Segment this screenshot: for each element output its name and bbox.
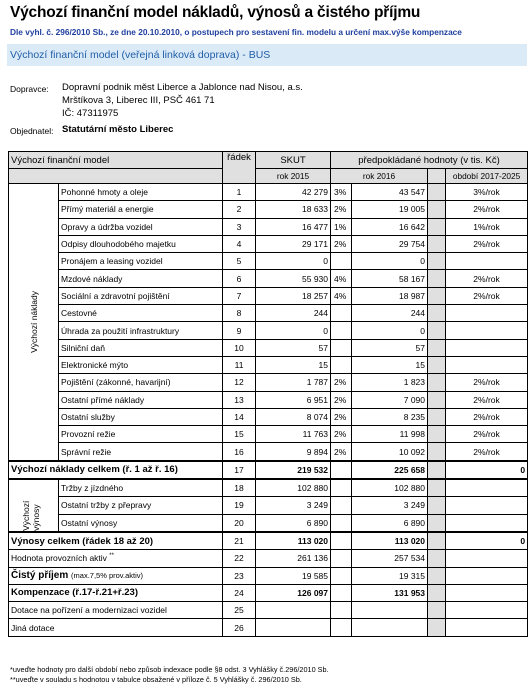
value-2016: 43 547 xyxy=(352,184,428,201)
value-2015: 9 894 xyxy=(256,443,331,461)
value-2015: 6 951 xyxy=(256,391,331,408)
value-2016: 19 005 xyxy=(352,201,428,218)
growth-2016: 2% xyxy=(331,374,352,391)
growth-period xyxy=(446,339,528,356)
page-subtitle: Dle vyhl. č. 296/2010 Sb., ze dne 20.10.2010, o postupech pro sestavení fin. modelu a určení max.výše kompenzace xyxy=(10,27,462,37)
other-subsidy-row xyxy=(9,619,528,636)
row-number: 19 xyxy=(223,497,256,514)
value-2016: 0 xyxy=(352,322,428,339)
operating-assets-row-label xyxy=(9,550,223,567)
row-number: 24 xyxy=(223,584,256,601)
value-2016: 57 xyxy=(352,339,428,356)
growth-2016: 2% xyxy=(331,443,352,461)
growth-2016 xyxy=(331,339,352,356)
value-2015 xyxy=(256,619,331,636)
row-label: Ostatní výnosy xyxy=(59,514,223,532)
row-label: Úhrada za použití infrastruktury xyxy=(59,322,223,339)
row-label: Silniční daň xyxy=(59,339,223,356)
value-2015: 11 763 xyxy=(256,426,331,443)
growth-2016 xyxy=(331,305,352,322)
growth-period xyxy=(446,305,528,322)
spacer-cell xyxy=(428,584,446,601)
carrier-name: Dopravní podnik měst Liberce a Jablonce nad Nisou, a.s. xyxy=(62,82,303,93)
growth-period: 0 xyxy=(446,532,528,550)
row-number: 5 xyxy=(223,253,256,270)
value-2016: 11 998 xyxy=(352,426,428,443)
growth-period: 2%/rok xyxy=(446,201,528,218)
value-2015: 219 532 xyxy=(256,461,331,479)
row-number: 1 xyxy=(223,184,256,201)
spacer-cell xyxy=(428,287,446,304)
row-label: Cestovné xyxy=(59,305,223,322)
row-label: Ostatní tržby z přepravy xyxy=(59,497,223,514)
growth-period xyxy=(446,514,528,532)
row-number: 8 xyxy=(223,305,256,322)
value-2016: 6 890 xyxy=(352,514,428,532)
spacer-cell xyxy=(428,619,446,636)
spacer-cell xyxy=(428,356,446,373)
growth-2016 xyxy=(331,584,352,601)
table-row xyxy=(9,184,528,201)
growth-period xyxy=(446,497,528,514)
cost-group-label: Výchozí náklady xyxy=(28,290,39,353)
row-number: 25 xyxy=(223,602,256,619)
growth-2016 xyxy=(331,567,352,584)
row-number: 12 xyxy=(223,374,256,391)
growth-2016 xyxy=(331,479,352,497)
table-row xyxy=(9,514,528,532)
row-label: Mzdové náklady xyxy=(59,270,223,287)
row-number: 7 xyxy=(223,287,256,304)
header-model: Výchozí finanční model xyxy=(9,152,223,169)
row-number: 3 xyxy=(223,218,256,235)
table-row xyxy=(9,497,528,514)
growth-period: 2%/rok xyxy=(446,287,528,304)
row-number: 4 xyxy=(223,235,256,252)
carrier-label: Dopravce: xyxy=(10,84,49,94)
value-2015: 55 930 xyxy=(256,270,331,287)
growth-2016 xyxy=(331,514,352,532)
row-number: 13 xyxy=(223,391,256,408)
value-2015: 3 249 xyxy=(256,497,331,514)
value-2016: 29 754 xyxy=(352,235,428,252)
footnote-1: *uveďte hodnoty pro další období nebo způsob indexace podle §8 odst. 3 Vyhlášky č.296/2010 Sb. xyxy=(10,665,329,674)
growth-period: 2%/rok xyxy=(446,443,528,461)
cost-total-row xyxy=(9,461,528,479)
row-number: 9 xyxy=(223,322,256,339)
spacer-cell xyxy=(428,514,446,532)
growth-period: 2%/rok xyxy=(446,270,528,287)
revenue-group-cell xyxy=(9,479,59,532)
value-2015: 261 136 xyxy=(256,550,331,567)
spacer-cell xyxy=(428,461,446,479)
value-2016: 10 092 xyxy=(352,443,428,461)
row-label: Ostatní přímé náklady xyxy=(59,391,223,408)
financial-table xyxy=(8,151,528,637)
table-row xyxy=(9,356,528,373)
row-number: 2 xyxy=(223,201,256,218)
vehicle-subsidy-row xyxy=(9,602,528,619)
row-label: Přímý materiál a energie xyxy=(59,201,223,218)
row-number: 20 xyxy=(223,514,256,532)
net-income-row xyxy=(9,567,528,584)
value-2015: 16 477 xyxy=(256,218,331,235)
value-2016: 257 534 xyxy=(352,550,428,567)
value-2015: 113 020 xyxy=(256,532,331,550)
value-2015: 15 xyxy=(256,356,331,373)
row-label: Opravy a údržba vozidel xyxy=(59,218,223,235)
spacer-cell xyxy=(428,270,446,287)
header-pred: předpokládané hodnoty (v tis. Kč) xyxy=(331,152,528,169)
row-label: Elektronické mýto xyxy=(59,356,223,373)
value-2015: 19 585 xyxy=(256,567,331,584)
value-2016: 131 953 xyxy=(352,584,428,601)
growth-period: 2%/rok xyxy=(446,426,528,443)
growth-2016: 3% xyxy=(331,184,352,201)
growth-period xyxy=(446,479,528,497)
spacer-cell xyxy=(428,218,446,235)
table-row xyxy=(9,201,528,218)
value-2016: 113 020 xyxy=(352,532,428,550)
value-2016: 225 658 xyxy=(352,461,428,479)
growth-period xyxy=(446,322,528,339)
spacer-cell xyxy=(428,374,446,391)
value-2016: 244 xyxy=(352,305,428,322)
row-label: Provozní režie xyxy=(59,426,223,443)
row-number: 10 xyxy=(223,339,256,356)
row-label: Pohonné hmoty a oleje xyxy=(59,184,223,201)
footnote-2: **uveďte v souladu s hodnotou v tabulce obsažené v příloze č. 5 Vyhlášky č. 296/2010 Sb. xyxy=(10,675,302,684)
growth-2016 xyxy=(331,602,352,619)
spacer-cell xyxy=(428,567,446,584)
value-2016: 58 167 xyxy=(352,270,428,287)
header-gap xyxy=(428,169,446,184)
table-row xyxy=(9,426,528,443)
table-row xyxy=(9,479,528,497)
table-row xyxy=(9,270,528,287)
client-name: Statutární město Liberec xyxy=(62,124,174,135)
operating-assets-row-footnote-mark: ** xyxy=(109,553,114,560)
growth-period: 1%/rok xyxy=(446,218,528,235)
client-label: Objednatel: xyxy=(10,126,54,136)
spacer-cell xyxy=(428,497,446,514)
growth-period: 2%/rok xyxy=(446,391,528,408)
header-obdobi: období 2017-2025 xyxy=(446,169,528,184)
table-row xyxy=(9,253,528,270)
spacer-cell xyxy=(428,550,446,567)
row-number: 6 xyxy=(223,270,256,287)
carrier-address: Mrštíkova 3, Liberec III, PSČ 461 71 xyxy=(62,95,215,106)
value-2016: 102 880 xyxy=(352,479,428,497)
value-2015 xyxy=(256,602,331,619)
growth-2016 xyxy=(331,461,352,479)
table-row xyxy=(9,322,528,339)
value-2016 xyxy=(352,619,428,636)
table-row xyxy=(9,408,528,425)
header-skut: SKUT xyxy=(256,152,331,169)
table-row xyxy=(9,391,528,408)
growth-2016: 2% xyxy=(331,391,352,408)
row-label: Sociální a zdravotní pojištění xyxy=(59,287,223,304)
growth-period: 2%/rok xyxy=(446,235,528,252)
operating-assets-row xyxy=(9,550,528,567)
table-row xyxy=(9,374,528,391)
spacer-cell xyxy=(428,443,446,461)
revenue-total-row xyxy=(9,532,528,550)
growth-period xyxy=(446,602,528,619)
net-income-row-label-text: Čistý příjem xyxy=(11,570,69,582)
header-rok2016: rok 2016 xyxy=(331,169,428,184)
spacer-cell xyxy=(428,426,446,443)
growth-2016: 1% xyxy=(331,218,352,235)
header-blank xyxy=(9,169,223,184)
growth-2016: 2% xyxy=(331,201,352,218)
value-2016: 3 249 xyxy=(352,497,428,514)
growth-2016: 2% xyxy=(331,235,352,252)
value-2016: 16 642 xyxy=(352,218,428,235)
compensation-row xyxy=(9,584,528,601)
vehicle-subsidy-row-label-text: Dotace na pořízení a modernizaci vozidel xyxy=(11,605,167,616)
row-label: Správní režie xyxy=(59,443,223,461)
value-2015: 18 633 xyxy=(256,201,331,218)
value-2015: 244 xyxy=(256,305,331,322)
value-2015: 0 xyxy=(256,253,331,270)
table-row xyxy=(9,339,528,356)
growth-period xyxy=(446,550,528,567)
value-2016: 8 235 xyxy=(352,408,428,425)
growth-2016 xyxy=(331,532,352,550)
cost-group-cell xyxy=(9,184,59,461)
net-income-row-label xyxy=(9,567,223,584)
other-subsidy-row-label-text: Jiná dotace xyxy=(11,622,55,633)
revenue-total-row-label: Výnosy celkem (řádek 18 až 20) xyxy=(9,532,223,550)
value-2016: 15 xyxy=(352,356,428,373)
growth-2016: 4% xyxy=(331,270,352,287)
table-row xyxy=(9,235,528,252)
spacer-cell xyxy=(428,184,446,201)
growth-2016: 2% xyxy=(331,408,352,425)
growth-period: 0 xyxy=(446,461,528,479)
spacer-cell xyxy=(428,305,446,322)
row-label: Pronájem a leasing vozidel xyxy=(59,253,223,270)
spacer-cell xyxy=(428,479,446,497)
growth-period xyxy=(446,567,528,584)
value-2015: 102 880 xyxy=(256,479,331,497)
compensation-row-label xyxy=(9,584,223,601)
spacer-cell xyxy=(428,322,446,339)
row-label: Pojištění (zákonné, havarijní) xyxy=(59,374,223,391)
spacer-cell xyxy=(428,408,446,425)
growth-2016 xyxy=(331,356,352,373)
spacer-cell xyxy=(428,602,446,619)
growth-2016 xyxy=(331,550,352,567)
revenue-group-label: Výchozí výnosy xyxy=(20,500,41,531)
value-2015: 1 787 xyxy=(256,374,331,391)
row-number: 21 xyxy=(223,532,256,550)
table-row xyxy=(9,305,528,322)
growth-2016 xyxy=(331,253,352,270)
table-row xyxy=(9,218,528,235)
compensation-row-label-text: Kompenzace (ř.17-ř.21+ř.23) xyxy=(11,587,138,599)
row-number: 23 xyxy=(223,567,256,584)
value-2016 xyxy=(352,602,428,619)
growth-period xyxy=(446,356,528,373)
value-2015: 8 074 xyxy=(256,408,331,425)
header-row: řádek xyxy=(223,152,256,184)
growth-period xyxy=(446,584,528,601)
growth-2016: 4% xyxy=(331,287,352,304)
growth-2016 xyxy=(331,322,352,339)
value-2015: 0 xyxy=(256,322,331,339)
value-2015: 42 279 xyxy=(256,184,331,201)
value-2016: 1 823 xyxy=(352,374,428,391)
spacer-cell xyxy=(428,201,446,218)
growth-period: 3%/rok xyxy=(446,184,528,201)
cost-total-row-label: Výchozí náklady celkem (ř. 1 až ř. 16) xyxy=(9,461,223,479)
vehicle-subsidy-row-label xyxy=(9,602,223,619)
row-label: Ostatní služby xyxy=(59,408,223,425)
growth-2016 xyxy=(331,619,352,636)
growth-period: 2%/rok xyxy=(446,408,528,425)
row-number: 14 xyxy=(223,408,256,425)
growth-2016 xyxy=(331,497,352,514)
value-2015: 57 xyxy=(256,339,331,356)
model-band: Výchozí finanční model (veřejná linková doprava) - BUS xyxy=(10,49,271,61)
net-income-row-sublabel: (max.7,5% prov.aktiv) xyxy=(71,571,143,581)
value-2016: 18 987 xyxy=(352,287,428,304)
other-subsidy-row-label xyxy=(9,619,223,636)
row-number: 26 xyxy=(223,619,256,636)
value-2015: 6 890 xyxy=(256,514,331,532)
value-2016: 19 315 xyxy=(352,567,428,584)
header-rok2015: rok 2015 xyxy=(256,169,331,184)
growth-period xyxy=(446,619,528,636)
row-label: Odpisy dlouhodobého majetku xyxy=(59,235,223,252)
spacer-cell xyxy=(428,339,446,356)
row-number: 22 xyxy=(223,550,256,567)
row-number: 18 xyxy=(223,479,256,497)
row-number: 11 xyxy=(223,356,256,373)
operating-assets-row-label-text: Hodnota provozních aktiv xyxy=(11,553,107,564)
growth-2016: 2% xyxy=(331,426,352,443)
spacer-cell xyxy=(428,391,446,408)
row-number: 17 xyxy=(223,461,256,479)
table-row xyxy=(9,287,528,304)
table-row xyxy=(9,443,528,461)
row-label: Tržby z jízdného xyxy=(59,479,223,497)
row-number: 16 xyxy=(223,443,256,461)
spacer-cell xyxy=(428,253,446,270)
value-2016: 0 xyxy=(352,253,428,270)
growth-period: 2%/rok xyxy=(446,374,528,391)
value-2016: 7 090 xyxy=(352,391,428,408)
row-number: 15 xyxy=(223,426,256,443)
growth-period xyxy=(446,253,528,270)
value-2015: 18 257 xyxy=(256,287,331,304)
carrier-ic: IČ: 47311975 xyxy=(62,108,119,119)
spacer-cell xyxy=(428,532,446,550)
spacer-cell xyxy=(428,235,446,252)
page-title: Výchozí finanční model nákladů, výnosů a čistého příjmu xyxy=(10,4,421,21)
value-2015: 29 171 xyxy=(256,235,331,252)
value-2015: 126 097 xyxy=(256,584,331,601)
